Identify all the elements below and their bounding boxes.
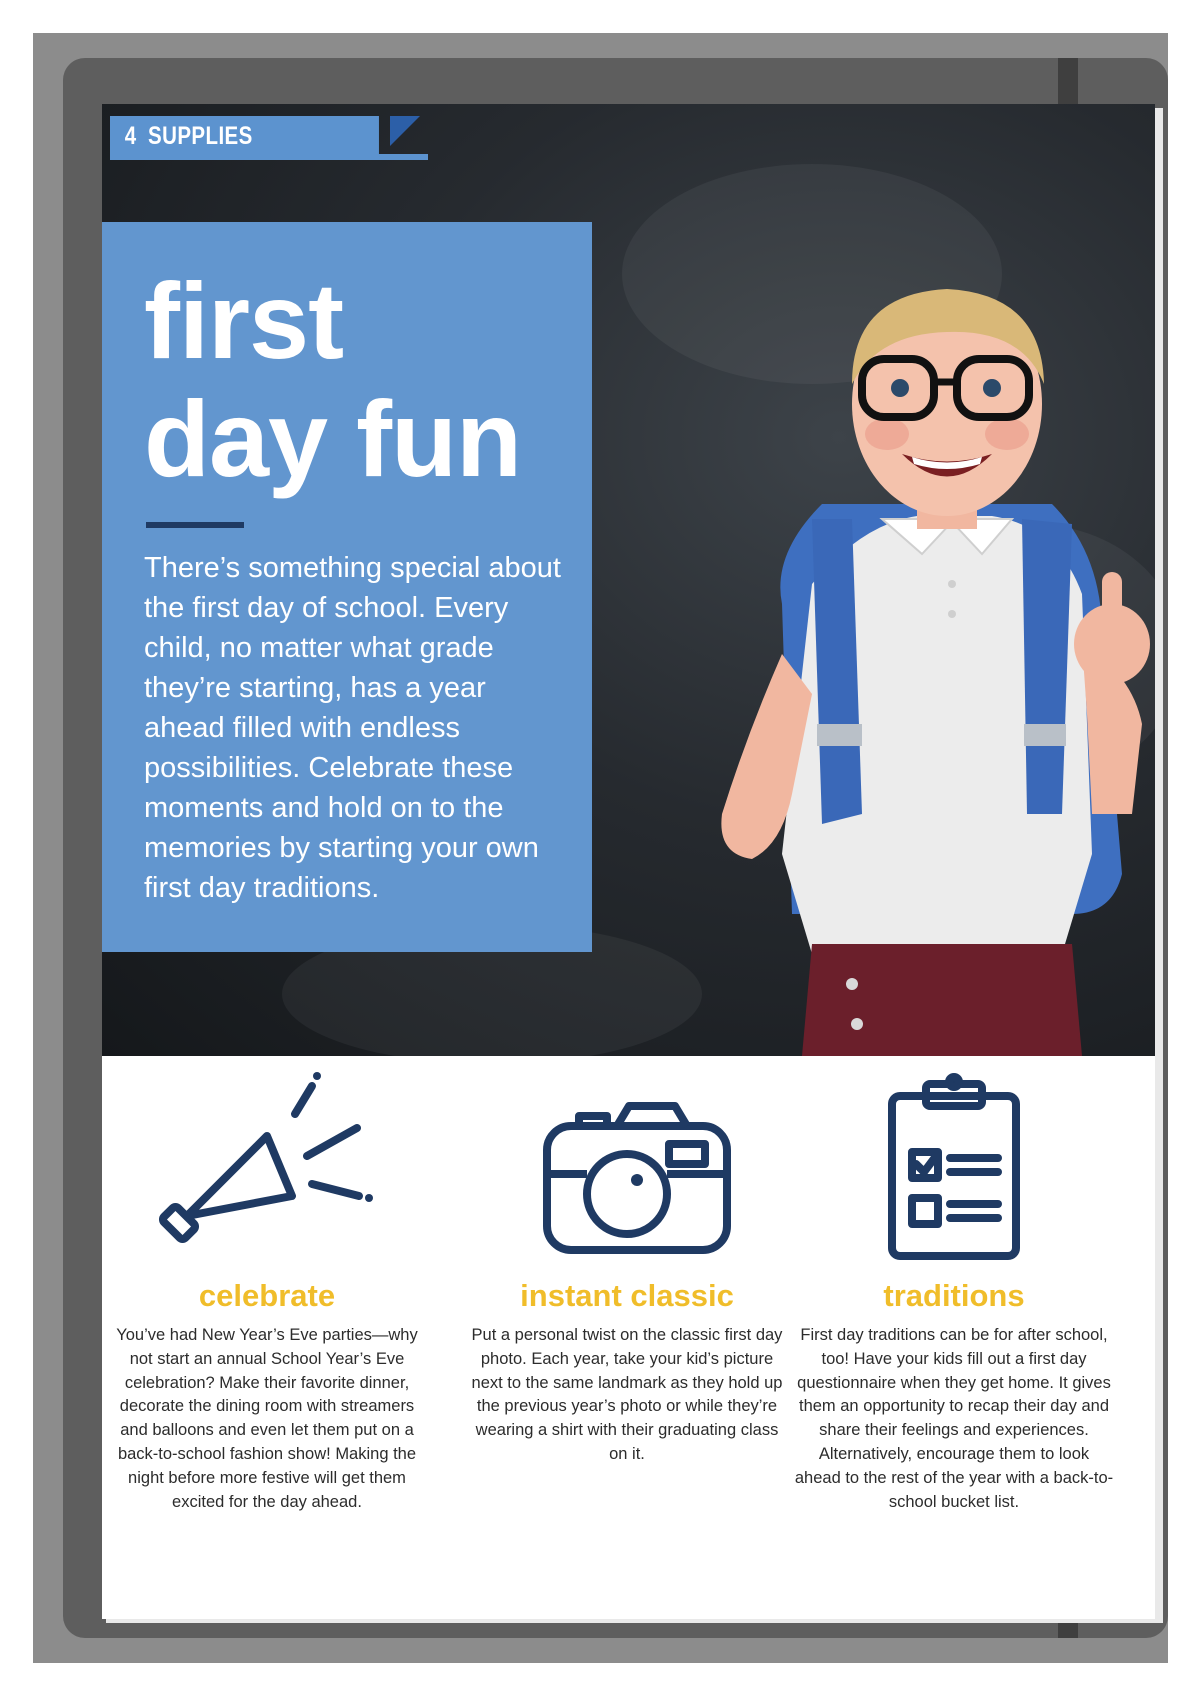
section-name: SUPPLIES	[148, 121, 253, 150]
intro-paragraph: There’s something special about the first day of school. Every child, no matter what grade they’re starting, has a year ahead filled with endless possibilities. Celebrate these moments and hold on to the memories by starting your own first day traditions.	[144, 552, 561, 904]
title-line-1: first	[144, 260, 344, 381]
section-tag	[110, 116, 379, 156]
feature-title: celebrate	[198, 1278, 336, 1313]
hero-section	[102, 104, 1155, 1056]
page-number: 4	[124, 121, 137, 150]
child-with-backpack-photo	[662, 254, 1155, 1056]
megaphone-icon	[107, 1056, 427, 1266]
features-section	[102, 1056, 1155, 1619]
feature-body: You’ve had New Year’s Eve parties—why not start an annual School Year’s Eve celebration? Make their favorite dinner, decorate the dining room with streamers and balloons and even let them put on a back-to-school fashion show! Making the night before more festive will get them excited for the day ahead.	[116, 1326, 418, 1511]
title-line-2: day fun	[144, 378, 522, 499]
title-divider	[146, 522, 244, 528]
feature-body: First day traditions can be for after school, too! Have your kids fill out a first day questionnaire when they get home. It gives them an opportunity to recap their day and share their feelings and experiences. Alternatively, encourage them to look ahead to the rest of the year with a back-to-school bucket list.	[794, 1326, 1114, 1511]
title-panel	[102, 222, 592, 952]
feature-body: Put a personal twist on the classic first day photo. Each year, take your kid’s picture next to the same landmark as they hold up the previous year’s photo or while they’re wearing a shirt with their graduating class on it.	[471, 1326, 783, 1463]
camera-icon	[467, 1056, 787, 1266]
feature-title: traditions	[883, 1278, 1025, 1313]
page-title	[144, 262, 521, 498]
section-tag-fold	[390, 116, 420, 146]
magazine-page	[102, 104, 1155, 1619]
feature-title: instant classic	[520, 1278, 734, 1313]
clipboard-checklist-icon	[794, 1056, 1114, 1266]
